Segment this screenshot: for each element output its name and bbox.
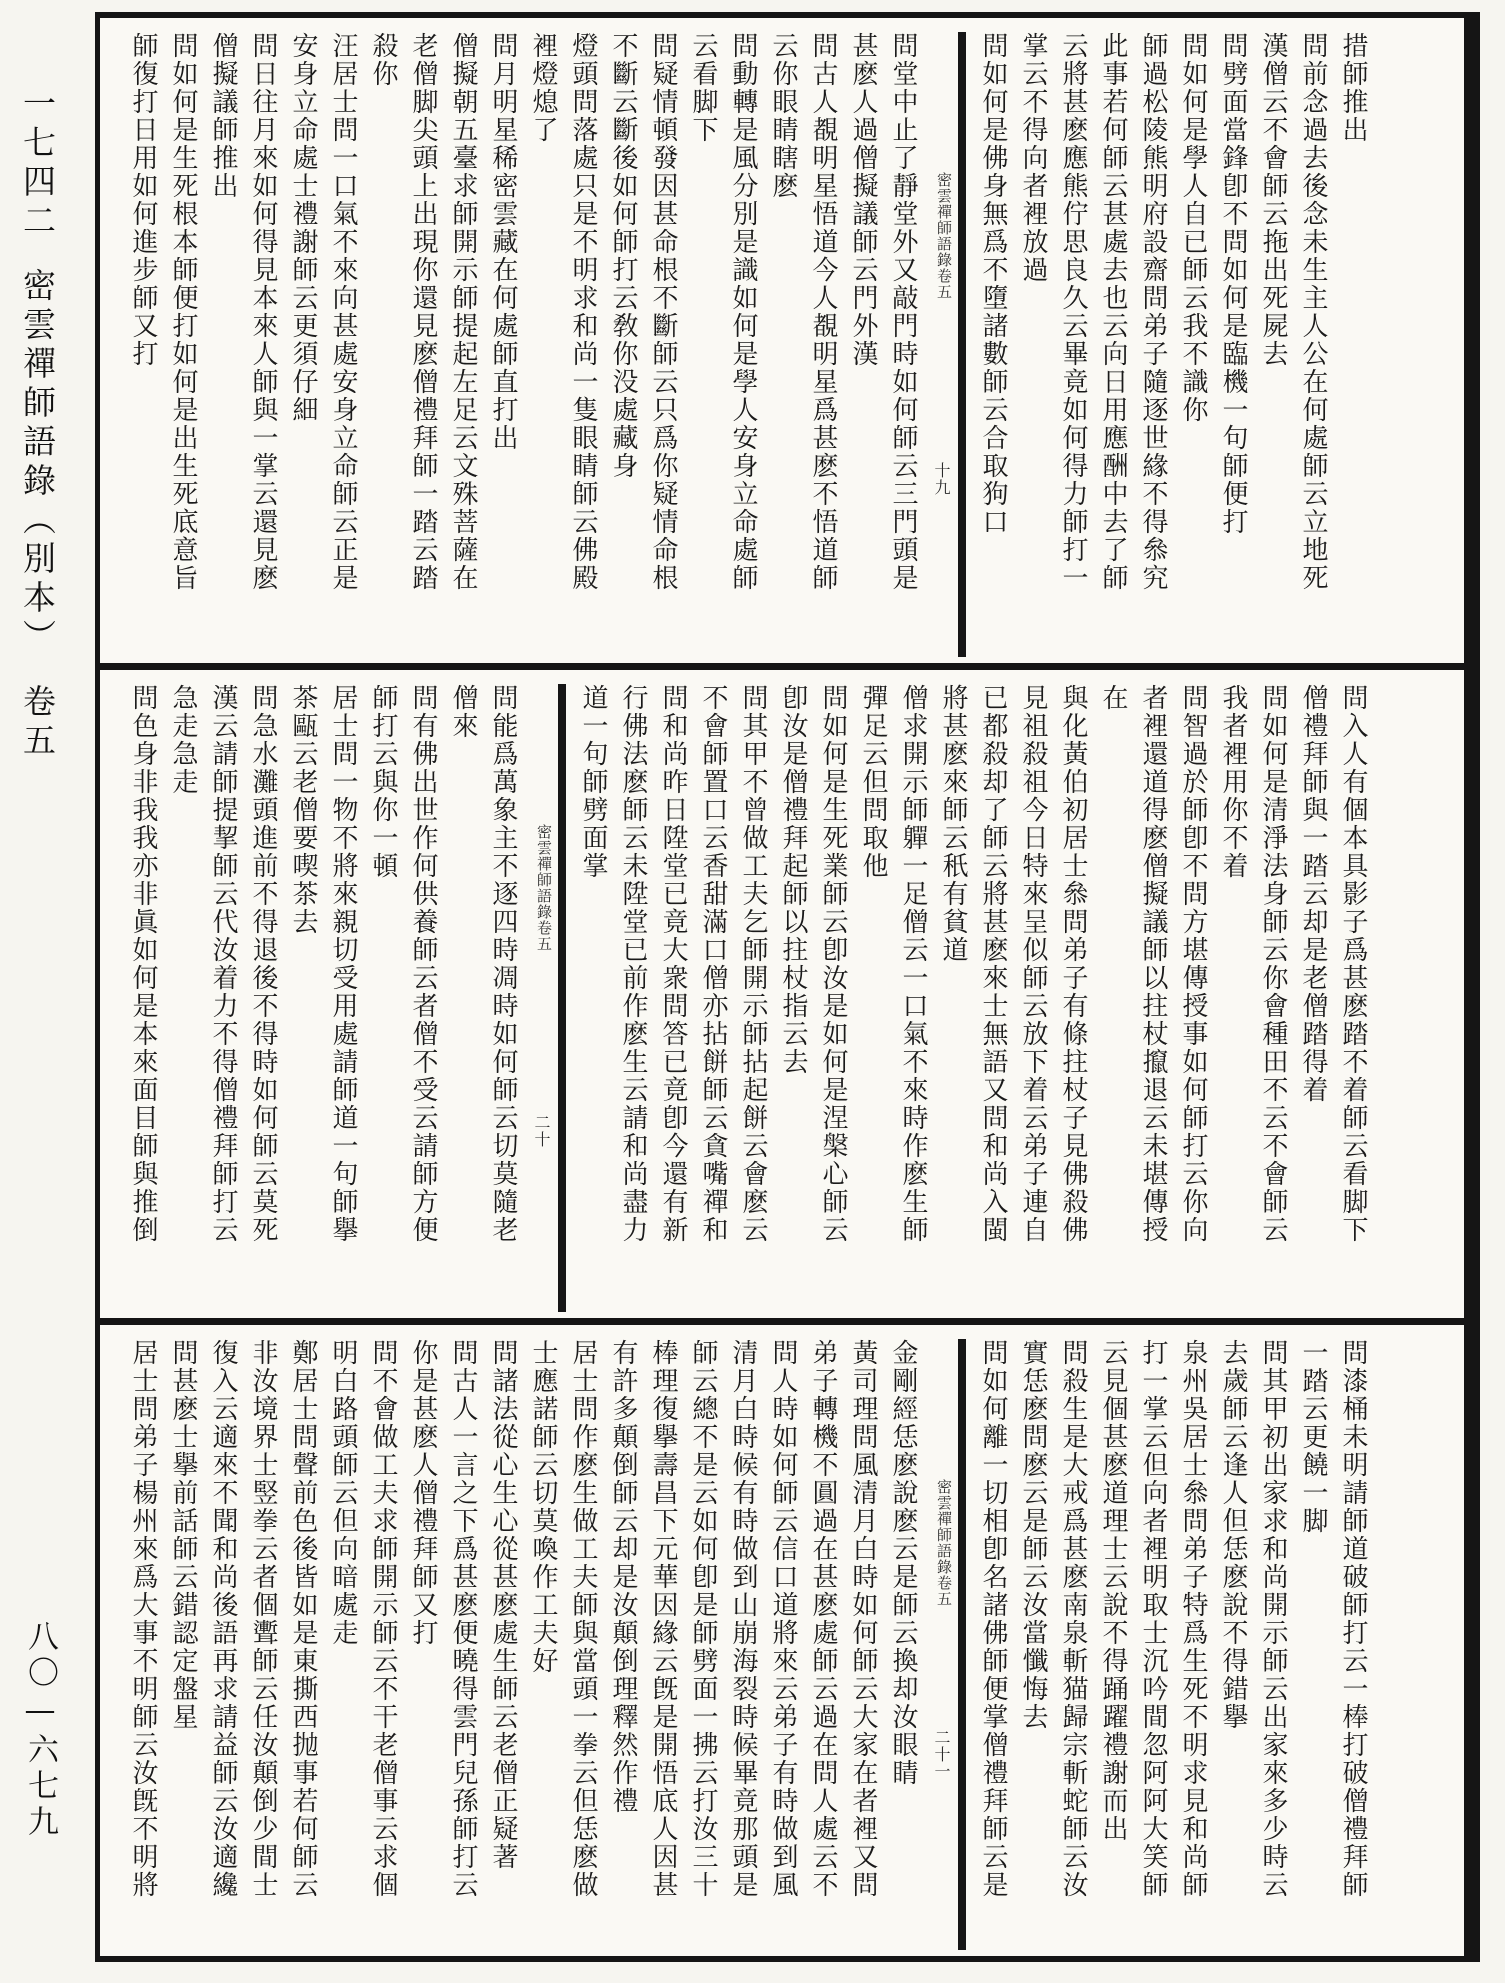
fold-title: 密雲禪師語錄卷五 xyxy=(535,824,553,952)
text-column: 云將甚麽應熊佇思良久云畢竟如何得力師打一 xyxy=(1058,32,1088,592)
text-column: 安身立命處士禮謝師云更須仔細 xyxy=(288,32,318,424)
text-column: 復入云適來不聞和尚後語再求請益師云汝適纔 xyxy=(208,1339,238,1899)
text-column: 師云總不是云如何卽是師劈面一拂云打汝三十 xyxy=(688,1339,718,1899)
register-divider xyxy=(100,1318,1464,1325)
fold-folio-number: 二十 xyxy=(532,1114,551,1148)
text-column: 在 xyxy=(1098,684,1128,712)
text-column: 問其甲不曾做工夫乞師開示師拈起餅云會麽云 xyxy=(738,684,768,1244)
text-column: 已都殺却了師云將甚麽來士無語又問和尚入閩 xyxy=(978,684,1008,1244)
text-column: 你是甚麽人僧禮拜師又打 xyxy=(408,1339,438,1647)
text-column: 問智過於師卽不問方堪傳授事如何師打云你向 xyxy=(1178,684,1208,1244)
text-column: 問動轉是風分別是識如何是學人安身立命處師 xyxy=(728,32,758,592)
text-column: 我者裡用你不着 xyxy=(1218,684,1248,880)
margin-book-title: 密雲禪師語錄（別本） xyxy=(18,268,57,658)
text-column: 一踏云更饒一脚 xyxy=(1298,1339,1328,1535)
text-column: 問甚麽士擧前話師云錯認定盤星 xyxy=(168,1339,198,1731)
text-column: 燈頭問落處只是不明求和尚一隻眼睛師云佛殿 xyxy=(568,32,598,592)
text-column: 僧禮拜師與一踏云却是老僧踏得着 xyxy=(1298,684,1328,1104)
text-column: 汪居士問一口氣不來向甚處安身立命師云正是 xyxy=(328,32,358,592)
text-column: 僧求開示師軃一足僧云一口氣不來時作麽生師 xyxy=(898,684,928,1244)
fold-title: 密雲禪師語錄卷五 xyxy=(935,172,953,300)
text-column: 問色身非我我亦非眞如何是本來面目師與推倒 xyxy=(128,684,158,1244)
margin-page-locator-volume: 八〇 xyxy=(22,1620,58,1692)
text-column: 不會師置口云香甜滿口僧亦拈餅師云貪嘴禪和 xyxy=(698,684,728,1244)
text-column: 士應諾師云切莫喚作工夫好 xyxy=(528,1339,558,1675)
text-column: 問有佛出世作何供養師云者僧不受云請師方便 xyxy=(408,684,438,1244)
text-column: 問如何是學人自已師云我不識你 xyxy=(1178,32,1208,424)
text-column: 卽汝是僧禮拜起師以拄杖指云去 xyxy=(778,684,808,1076)
page-frame xyxy=(95,12,1480,1962)
text-column: 措師推出 xyxy=(1338,32,1368,144)
register-top xyxy=(100,18,1464,663)
text-column: 打一掌云但向者裡明取士沉吟間忽阿阿大笑師 xyxy=(1138,1339,1168,1899)
text-column: 明白路頭師云但向暗處走 xyxy=(328,1339,358,1647)
text-column: 將甚麽來師云秖有貧道 xyxy=(938,684,968,964)
text-column: 云看脚下 xyxy=(688,32,718,144)
register-divider xyxy=(100,663,1464,670)
text-column: 漢僧云不會師云拖出死屍去 xyxy=(1258,32,1288,368)
text-column: 問殺生是大戒爲甚麽南泉斬猫歸宗斬蛇師云汝 xyxy=(1058,1339,1088,1899)
text-column: 去歲師云逢人但恁麽說不得錯擧 xyxy=(1218,1339,1248,1731)
fold-title: 密雲禪師語錄卷五 xyxy=(935,1479,953,1607)
text-column: 問古人一言之下爲甚麽便曉得雲門兒孫師打云 xyxy=(448,1339,478,1899)
margin-page-locator xyxy=(18,1620,63,1841)
text-column: 僧來 xyxy=(448,684,478,740)
text-column: 急走急走 xyxy=(168,684,198,796)
text-column: 掌云不得向者裡放過 xyxy=(1018,32,1048,284)
margin-volume-label: 卷五 xyxy=(18,684,57,762)
text-column: 問如何離一切相卽名諸佛師便掌僧禮拜師云是 xyxy=(978,1339,1008,1899)
text-column: 問如何是生死根本師便打如何是出生死底意旨 xyxy=(168,32,198,592)
text-column: 問人時如何師云信口道將來云弟子有時做到風 xyxy=(768,1339,798,1899)
text-column: 云你眼睛瞎麽 xyxy=(768,32,798,200)
text-column: 金剛經恁麽說麽云是師云換却汝眼睛 xyxy=(888,1339,918,1787)
text-column: 茶甌云老僧要喫茶去 xyxy=(288,684,318,936)
text-column: 師復打日用如何進步師又打 xyxy=(128,32,158,368)
text-column: 問漆桶未明請師道破師打云一棒打破僧禮拜師 xyxy=(1338,1339,1368,1899)
text-column: 彈足云但問取他 xyxy=(858,684,888,880)
text-column: 問諸法從心生心從甚麽處生師云老僧正疑著 xyxy=(488,1339,518,1871)
text-column: 問前念過去後念未生主人公在何處師云立地死 xyxy=(1298,32,1328,592)
text-column: 問其甲初出家求和尚開示師云出家來多少時云 xyxy=(1258,1339,1288,1899)
text-column: 實恁麽問麽云是師云汝當懺悔去 xyxy=(1018,1339,1048,1731)
text-column: 問如何是生死業師云卽汝是如何是涅槃心師云 xyxy=(818,684,848,1244)
text-column: 問不會做工夫求師開示師云不干老僧事云求個 xyxy=(368,1339,398,1899)
text-column: 泉州吳居士叅問弟子特爲生死不明求見和尚師 xyxy=(1178,1339,1208,1899)
text-column: 道一句師劈面掌 xyxy=(578,684,608,880)
text-column: 漢云請師提挈師云代汝着力不得僧禮拜師打云 xyxy=(208,684,238,1244)
text-column: 問堂中止了靜堂外又敲門時如何師云三門頭是 xyxy=(888,32,918,592)
text-column: 問和尚昨日陞堂已竟大衆問答已竟卽今還有新 xyxy=(658,684,688,1244)
text-column: 黃司理問風清月白時如何師云大家在者裡又問 xyxy=(848,1339,878,1899)
text-column: 問疑情頓發因甚命根不斷師云只爲你疑情命根 xyxy=(648,32,678,592)
margin-page-locator-dash: — xyxy=(22,1692,58,1733)
text-column: 與化黃伯初居士叅問弟子有條拄杖子見佛殺佛 xyxy=(1058,684,1088,1244)
text-column: 非汝境界士竪拳云者個聻師云任汝顛倒少間士 xyxy=(248,1339,278,1899)
text-column: 此事若何師云甚處去也云向日用應酬中去了師 xyxy=(1098,32,1128,592)
text-column: 清月白時候有時做到山崩海裂時候畢竟那頭是 xyxy=(728,1339,758,1899)
text-column: 者裡還道得麽僧擬議師以拄杖攛退云未堪傳授 xyxy=(1138,684,1168,1244)
text-column: 見祖殺祖今日特來呈似師云放下着云弟子連自 xyxy=(1018,684,1048,1244)
text-column: 居士問作麽生做工夫師與當頭一拳云但恁麽做 xyxy=(568,1339,598,1899)
margin-series-number: 一七四二 xyxy=(18,86,57,242)
register-bottom xyxy=(100,1325,1464,1956)
text-column: 云見個甚麽道理士云說不得踊躍禮謝而出 xyxy=(1098,1339,1128,1843)
text-column: 問劈面當鋒卽不問如何是臨機一句師便打 xyxy=(1218,32,1248,536)
text-column: 甚麽人過僧擬議師云門外漢 xyxy=(848,32,878,368)
margin-page-locator-page: 六七九 xyxy=(22,1733,58,1841)
text-column: 問如何是佛身無爲不墮諸數師云合取狗口 xyxy=(978,32,1008,536)
text-column: 居士問一物不將來親切受用處請師道一句師擧 xyxy=(328,684,358,1244)
text-column: 師打云與你一頓 xyxy=(368,684,398,880)
text-column: 問急水灘頭進前不得退後不得時如何師云莫死 xyxy=(248,684,278,1244)
text-column: 不斷云斷後如何師打云敎你没處藏身 xyxy=(608,32,638,480)
text-column: 裡燈熄了 xyxy=(528,32,558,144)
text-column: 問入人有個本具影子爲甚麽踏不着師云看脚下 xyxy=(1338,684,1368,1244)
text-column: 僧擬朝五臺求師開示師提起左足云文殊菩薩在 xyxy=(448,32,478,592)
text-column: 棒理復擧壽昌下元華因緣云旣是開悟底人因甚 xyxy=(648,1339,678,1899)
text-column: 師過松陵熊明府設齋問弟子隨逐世緣不得叅究 xyxy=(1138,32,1168,592)
register-middle xyxy=(100,670,1464,1318)
text-column: 居士問弟子楊州來爲大事不明師云汝旣不明將 xyxy=(128,1339,158,1899)
text-column: 弟子轉機不圓過在甚麽處師云過在問人處云不 xyxy=(808,1339,838,1899)
text-column: 僧擬議師推出 xyxy=(208,32,238,200)
text-column: 老僧脚尖頭上出現你還見麽僧禮拜師一踏云踏 xyxy=(408,32,438,592)
fold-folio-number: 十九 xyxy=(932,462,951,496)
text-column: 殺你 xyxy=(368,32,398,88)
text-column: 問古人覩明星悟道今人覩明星爲甚麽不悟道師 xyxy=(808,32,838,592)
text-column: 問月明星稀密雲藏在何處師直打出 xyxy=(488,32,518,452)
margin-labels-top xyxy=(14,86,61,762)
text-column: 行佛法麽師云未陞堂已前作麽生云請和尚盡力 xyxy=(618,684,648,1244)
fold-folio-number: 二十一 xyxy=(932,1729,951,1780)
text-column: 問如何是清淨法身師云你會種田不云不會師云 xyxy=(1258,684,1288,1244)
fold-line-column xyxy=(928,32,966,657)
fold-line-column xyxy=(928,1339,966,1950)
text-column: 問日往月來如何得見本來人師與一掌云還見麽 xyxy=(248,32,278,592)
fold-line-column xyxy=(528,684,566,1312)
text-column: 鄭居士問聲前色後皆如是東撕西抛事若何師云 xyxy=(288,1339,318,1899)
text-column: 有許多顛倒師云却是汝顛倒理釋然作禮 xyxy=(608,1339,638,1815)
text-column: 問能爲萬象主不逐四時凋時如何師云切莫隨老 xyxy=(488,684,518,1244)
